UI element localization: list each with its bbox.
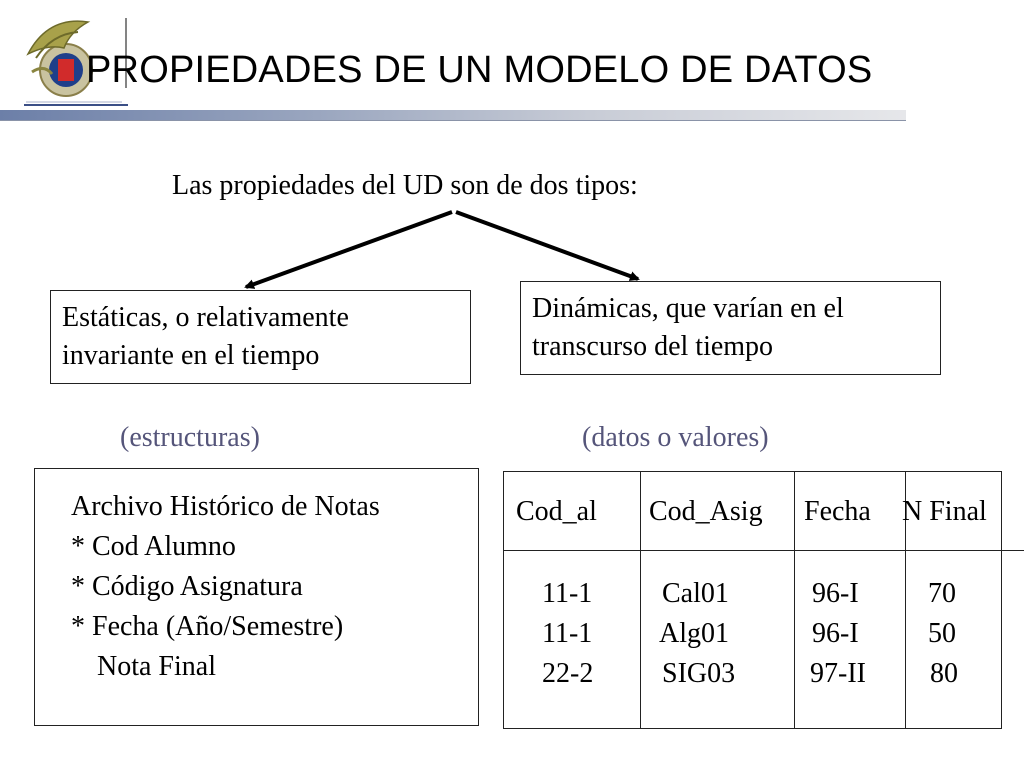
table-cell: 97-II <box>810 658 866 689</box>
archive-title: Archivo Histórico de Notas <box>71 491 380 522</box>
dynamic-properties-box <box>520 281 941 375</box>
arrow-to-static <box>246 212 452 287</box>
dynamic-line-1: Dinámicas, que varían en el <box>532 293 844 324</box>
table-cell: 11-1 <box>542 618 593 649</box>
caption-data-values: (datos o valores) <box>582 422 769 453</box>
table-cell: Cal01 <box>662 578 729 609</box>
header-divider <box>504 550 1024 551</box>
table-cell: 80 <box>930 658 958 689</box>
title-underline-bar <box>0 110 906 121</box>
caption-structures: (estructuras) <box>120 422 260 453</box>
column-divider <box>640 472 641 728</box>
table-cell: Alg01 <box>659 618 729 649</box>
table-cell: SIG03 <box>662 658 736 689</box>
archive-field: * Cod Alumno <box>71 531 236 562</box>
table-cell: 96-I <box>812 618 859 649</box>
table-cell: 11-1 <box>542 578 593 609</box>
page-title: PROPIEDADES DE UN MODELO DE DATOS <box>86 49 873 91</box>
table-cell: 96-I <box>812 578 859 609</box>
grades-data-table <box>503 471 1002 729</box>
static-properties-box <box>50 290 471 384</box>
intro-text: Las propiedades del UD son de dos tipos: <box>172 170 638 201</box>
arrow-to-dynamic <box>456 212 638 279</box>
table-header-cod-asig: Cod_Asig <box>649 496 763 527</box>
static-line-2: invariante en el tiempo <box>62 340 320 371</box>
archive-field: Nota Final <box>97 651 216 682</box>
table-cell: 22-2 <box>542 658 594 689</box>
static-line-1: Estáticas, o relativamente <box>62 302 349 333</box>
table-cell: 70 <box>928 578 956 609</box>
archive-structure-box <box>34 468 479 726</box>
table-cell: 50 <box>928 618 956 649</box>
title-accent-line <box>24 104 128 106</box>
archive-field: * Fecha (Año/Semestre) <box>71 611 344 642</box>
table-header-fecha: Fecha <box>804 496 871 527</box>
column-divider <box>794 472 795 728</box>
archive-field: * Código Asignatura <box>71 571 303 602</box>
dynamic-line-2: transcurso del tiempo <box>532 331 774 362</box>
table-header-cod-al: Cod_al <box>516 496 597 527</box>
table-header-n-final: N Final <box>902 496 987 527</box>
